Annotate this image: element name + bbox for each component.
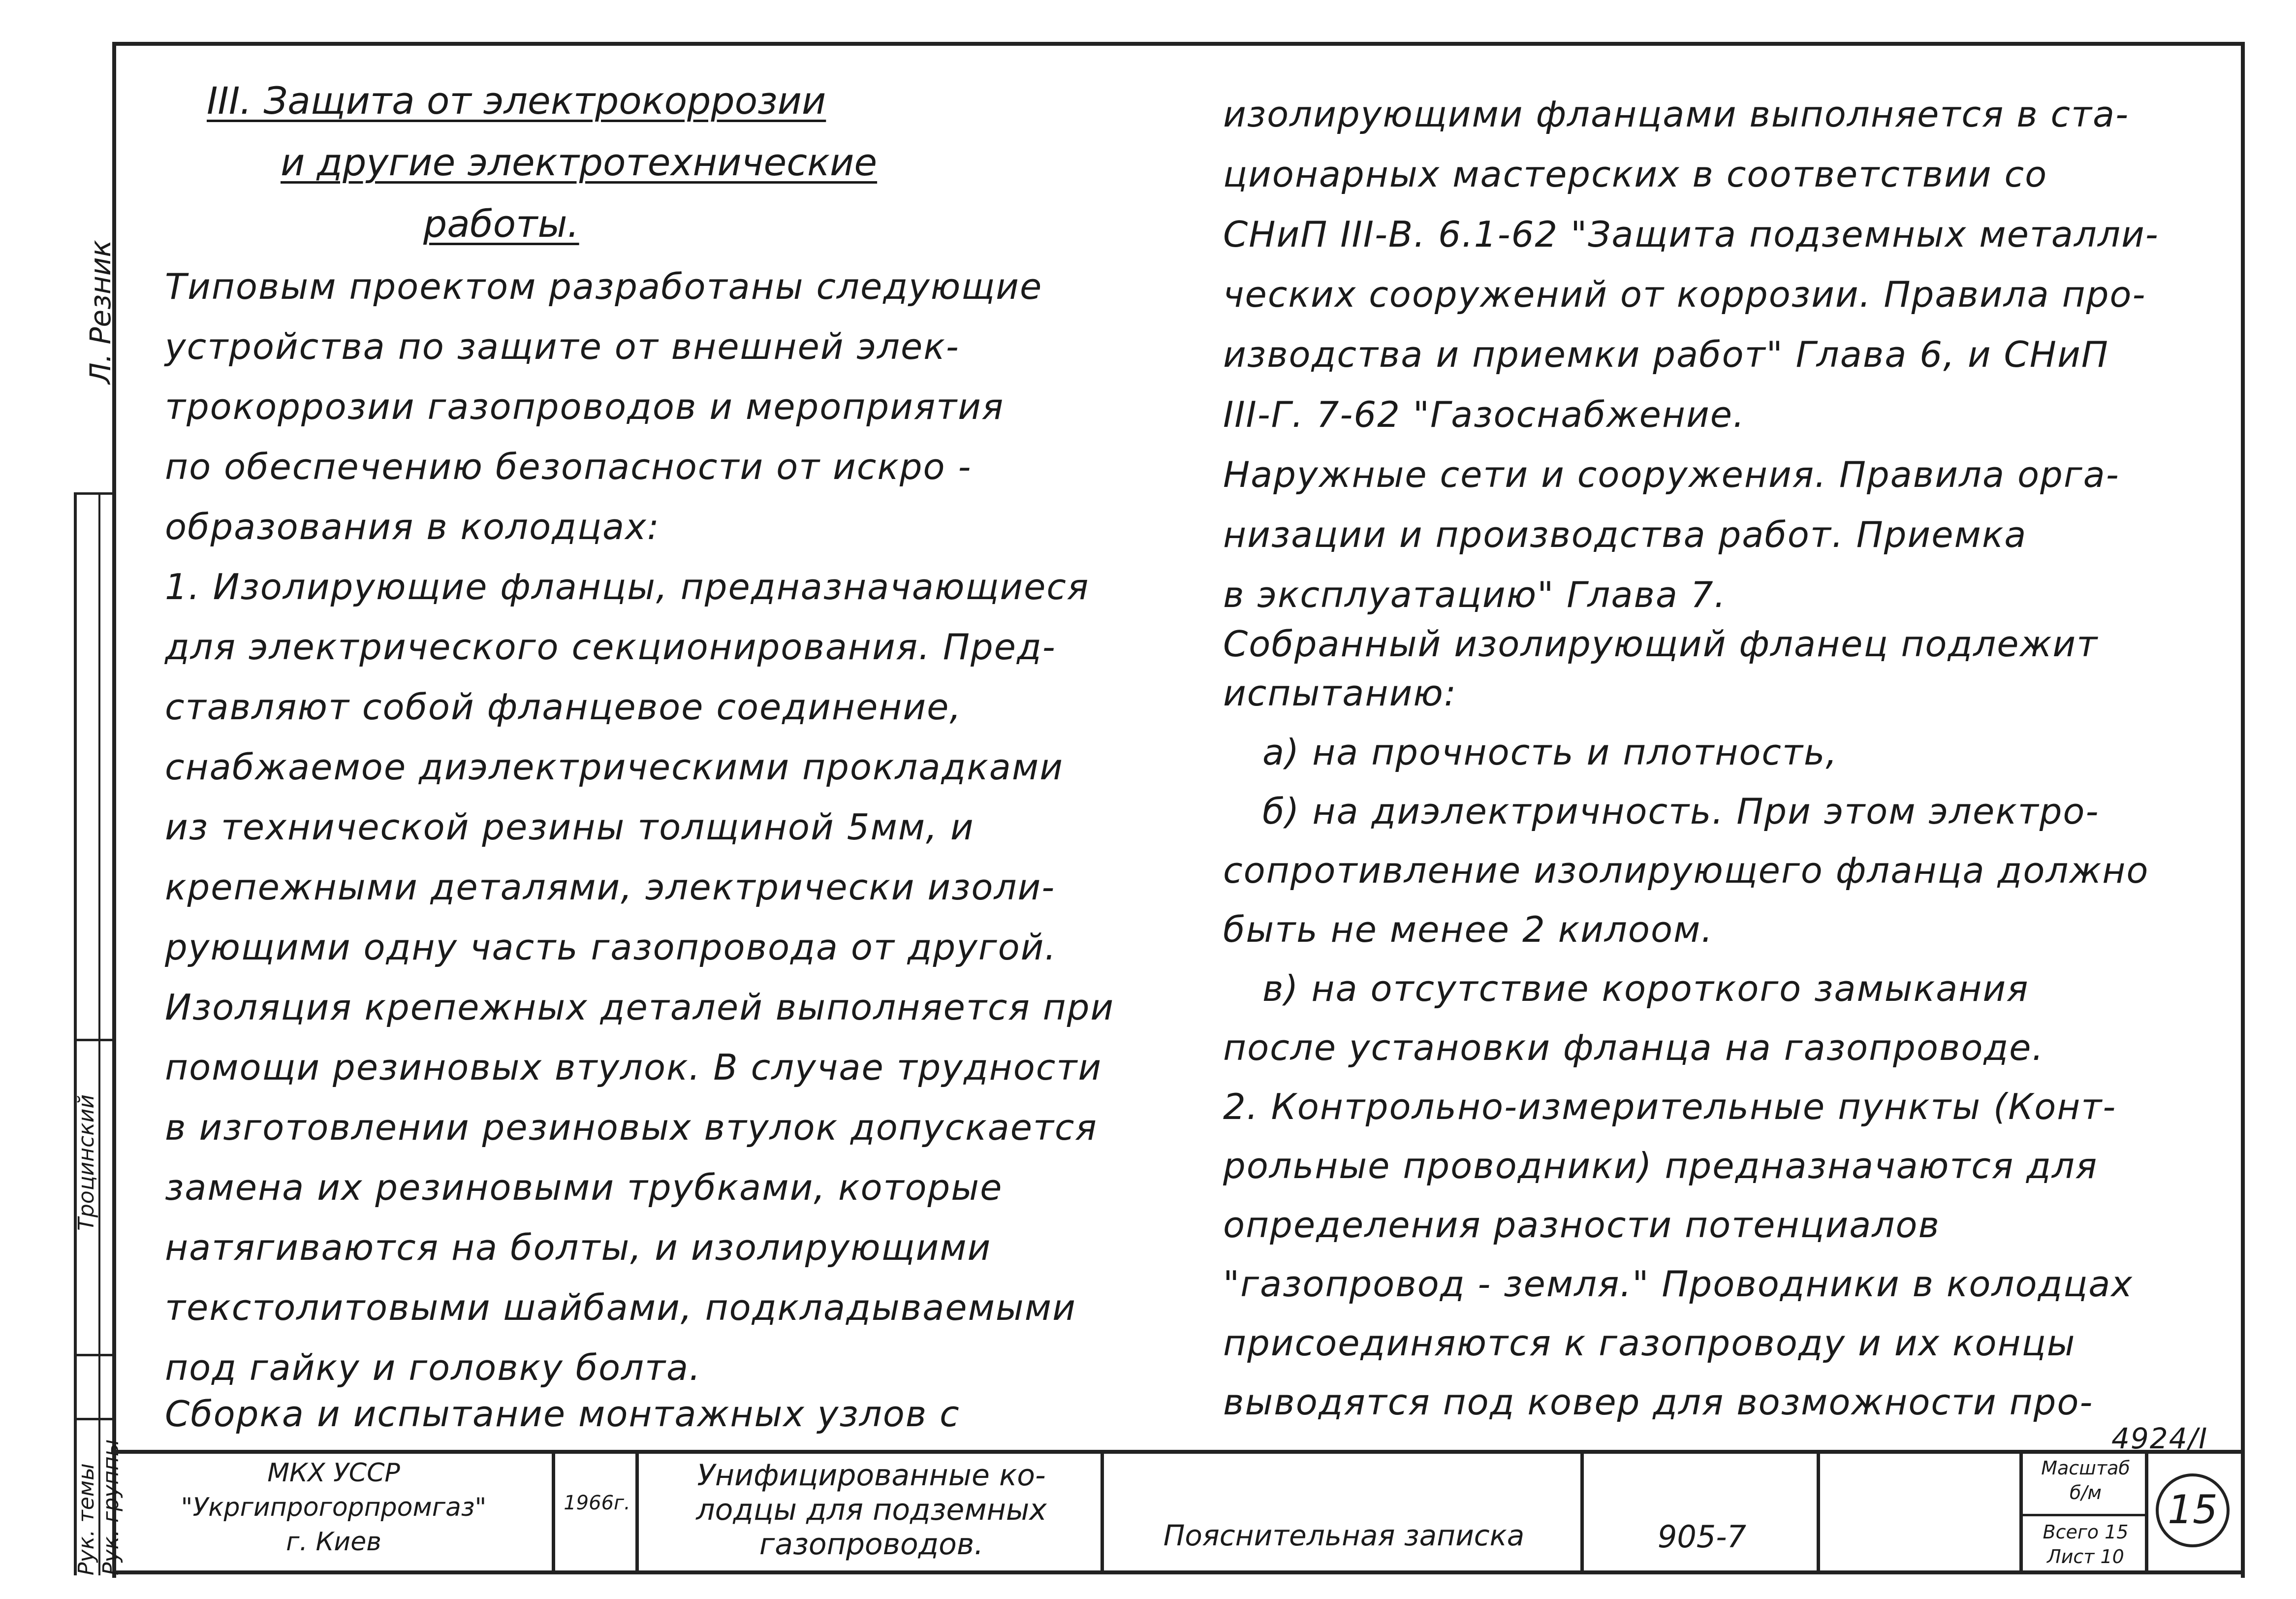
text-line: определения разности потенциалов xyxy=(1223,1204,1940,1246)
organization-city: г. Киев xyxy=(286,1527,381,1557)
text-line: под гайку и головку болта. xyxy=(165,1347,701,1388)
role-group-lead: Рук. группы xyxy=(98,1439,124,1575)
text-line: ционарных мастерских в соответствии со xyxy=(1223,154,2048,195)
text-line: для электрического секционирования. Пред- xyxy=(165,626,1056,668)
role-topic-lead: Рук. темы xyxy=(74,1463,99,1575)
sidebar-divider xyxy=(74,492,116,495)
text-line: по обеспечению безопасности от искро - xyxy=(165,446,972,487)
text-line: изолирующими фланцами выполняется в ста- xyxy=(1223,94,2130,135)
checker-name: Троцинский xyxy=(74,1094,99,1231)
author-name: Л. Резник xyxy=(84,240,117,384)
title-block-cell xyxy=(1820,1454,2023,1574)
text-line: III-Г. 7-62 "Газоснабжение. xyxy=(1223,394,1745,435)
organization-ministry: МКХ УССР xyxy=(267,1458,400,1488)
text-line: помощи резиновых втулок. В случае трудности xyxy=(165,1047,1102,1088)
text-line: "газопровод - земля." Проводники в колодцах xyxy=(1223,1263,2134,1305)
text-line: ставляют собой фланцевое соединение, xyxy=(165,686,962,728)
text-line: рующими одну часть газопровода от другой. xyxy=(165,927,1057,968)
sidebar-divider xyxy=(74,1354,116,1356)
scale-value: б/м xyxy=(2070,1482,2102,1503)
text-line: сопротивление изолирующего фланца должно xyxy=(1223,850,2149,891)
text-line: из технической резины толщиной 5мм, и xyxy=(165,806,975,848)
text-line: Сборка и испытание монтажных узлов с xyxy=(165,1393,960,1435)
sidebar-divider xyxy=(98,492,100,1575)
text-line: ческих сооружений от коррозии. Правила про- xyxy=(1223,274,2146,315)
text-line: замена их резиновыми трубками, которые xyxy=(165,1167,1003,1208)
title-block-cell xyxy=(1104,1454,1584,1574)
title-block-divider xyxy=(2023,1514,2148,1516)
section-heading-line3: работы. xyxy=(423,202,579,246)
text-line: в изготовлении резиновых втулок допускается xyxy=(165,1107,1098,1148)
text-line: снабжаемое диэлектрическими прокладками xyxy=(165,746,1064,788)
text-line: СНиП III-В. 6.1-62 "Защита подземных металли- xyxy=(1223,214,2159,255)
drawing-number: 4924/I xyxy=(2111,1422,2208,1455)
text-line: выводятся под ковер для возможности про- xyxy=(1223,1381,2094,1423)
sheet-number: 15 xyxy=(2168,1487,2218,1533)
text-line: рольные проводники) предназначаются для xyxy=(1223,1145,2098,1186)
text-line: образования в колодцах: xyxy=(165,506,660,547)
title-line2: лодцы для подземных xyxy=(696,1493,1047,1527)
text-line: 2. Контрольно-измерительные пункты (Конт- xyxy=(1223,1086,2117,1127)
title-block-cell xyxy=(1584,1454,1820,1574)
text-line: после установки фланца на газопроводе. xyxy=(1223,1027,2044,1068)
text-line: в) на отсутствие короткого замыкания xyxy=(1262,968,2029,1009)
text-line: изводства и приемки работ" Глава 6, и СНиП xyxy=(1223,334,2109,375)
title-line1: Унифицированные ко- xyxy=(697,1458,1046,1493)
text-line: испытанию: xyxy=(1223,672,1457,714)
text-line: текстолитовыми шайбами, подкладываемыми xyxy=(165,1287,1076,1328)
text-line: в эксплуатацию" Глава 7. xyxy=(1223,574,1727,615)
section-heading-line2: и другие электротехнические xyxy=(281,140,878,184)
text-line: крепежными деталями, электрически изоли- xyxy=(165,866,1056,908)
text-line: трокоррозии газопроводов и мероприятия xyxy=(165,386,1005,427)
section-heading-line1: III. Защита от электрокоррозии xyxy=(207,79,826,123)
scale-label: Масштаб xyxy=(2041,1457,2130,1479)
text-line: быть не менее 2 килоом. xyxy=(1223,909,1714,950)
text-line: Наружные сети и сооружения. Правила орга- xyxy=(1223,454,2120,495)
sheet-index: Лист 10 xyxy=(2047,1546,2124,1567)
text-line: Изоляция крепежных деталей выполняется при xyxy=(165,987,1115,1028)
total-sheets: Всего 15 xyxy=(2043,1521,2129,1543)
text-line: а) на прочность и плотность, xyxy=(1262,732,1838,773)
text-line: низации и производства работ. Приемка xyxy=(1223,514,2027,555)
year: 1966г. xyxy=(564,1492,630,1514)
text-line: натягиваются на болты, и изолирующими xyxy=(165,1227,992,1268)
text-line: б) на диэлектричность. При этом электро- xyxy=(1262,791,2100,832)
title-line3: газопроводов. xyxy=(759,1527,984,1562)
text-line: Типовым проектом разработаны следующие xyxy=(165,266,1043,307)
organization-name: "Укргипрогорпромгаз" xyxy=(181,1493,487,1522)
text-line: 1. Изолирующие фланцы, предназначающиеся xyxy=(165,566,1090,608)
text-line: присоединяются к газопроводу и их концы xyxy=(1223,1322,2076,1364)
sidebar-divider xyxy=(74,1039,116,1041)
text-line: устройства по защите от внешней элек- xyxy=(165,326,960,367)
sidebar-border xyxy=(74,492,77,1575)
text-line: Собранный изолирующий фланец подлежит xyxy=(1223,623,2099,665)
sidebar-divider xyxy=(74,1418,116,1420)
document-type: Пояснительная записка xyxy=(1163,1519,1525,1552)
series-number: 905-7 xyxy=(1657,1519,1747,1555)
